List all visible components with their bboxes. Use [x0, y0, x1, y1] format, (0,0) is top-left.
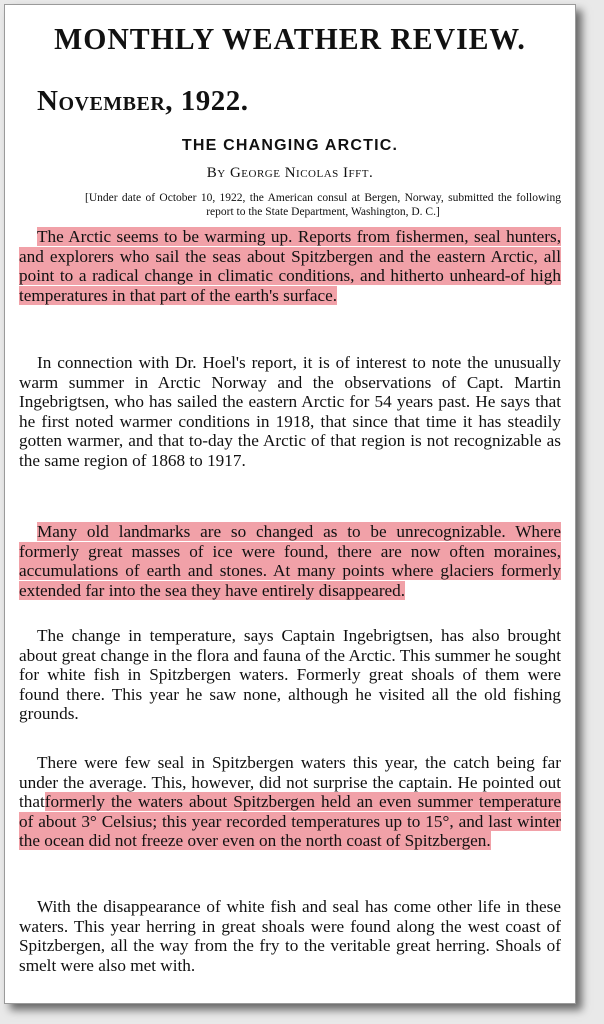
- paragraph-4: [19, 626, 561, 724]
- paragraph-3: [19, 522, 561, 600]
- paragraph-2: [19, 353, 561, 471]
- document-page: [4, 4, 576, 1004]
- paragraph-text: There were few seal in Spitzbergen waters this year, the catch being far under the average. This, however, did not surprise the captain. He pointed out that: [19, 753, 561, 812]
- article-title: THE CHANGING ARCTIC.: [181, 137, 399, 154]
- paragraph-text: The change in temperature, says Captain Ingebrigtsen, has also brought about great change in the flora and fauna of the Arctic. This summer he sought for white fish in Spitzbergen waters. Formerly great shoals of them were found there. This year he saw none, although he visited all the old fishing grounds.: [19, 626, 561, 724]
- paragraph-5: [19, 753, 561, 851]
- paragraph-text: In connection with Dr. Hoel's report, it is of interest to note the unusually warm summer in Arctic Norway and the observations of Capt. Martin Ingebrigtsen, who has sailed the eastern Arctic for 54 years past. He says that he first noted warmer conditions in 1918, that since that time it has steadily gotten warmer, and that to-day the Arctic of that region is not recognizable as the same region of 1868 to 1917.: [19, 353, 561, 470]
- highlighted-text: formerly the waters about Spitzbergen held an even summer temperature of about 3° Celsius; this year recorded temperatures up to 15°, and last winter the ocean did not freeze over even on the north coast of Spitzbergen.: [19, 792, 561, 851]
- paragraph-text: With the disappearance of white fish and seal has come other life in these waters. This year herring in great shoals were found along the west coast of Spitzbergen, all the way from the fry to the veritable great herring. Shoals of smelt were also met with.: [19, 897, 561, 975]
- highlighted-text: Many old landmarks are so changed as to be unrecognizable. Where formerly great masses of ice were found, there are now often moraines, accumulations of earth and stones. At many points where glaciers formerly extended far into the sea they have entirely disappeared.: [19, 522, 561, 600]
- editor-note: [Under date of October 10, 1922, the American consul at Bergen, Norway, submitted the following report to the State Department, Washington, D. C.]: [85, 192, 561, 218]
- issue-date: November, 1922.: [37, 85, 249, 117]
- paragraph-1: [19, 227, 561, 305]
- highlighted-text: The Arctic seems to be warming up. Reports from fishermen, seal hunters, and explorers who sail the seas about Spitzbergen and the eastern Arctic, all point to a radical change in climatic conditions, and hitherto unheard-of high temperatures in that part of the earth's surface.: [19, 227, 561, 305]
- journal-title: MONTHLY WEATHER REVIEW.: [54, 21, 526, 56]
- byline: By George Nicolas Ifft.: [206, 165, 374, 181]
- paragraph-6: [19, 897, 561, 975]
